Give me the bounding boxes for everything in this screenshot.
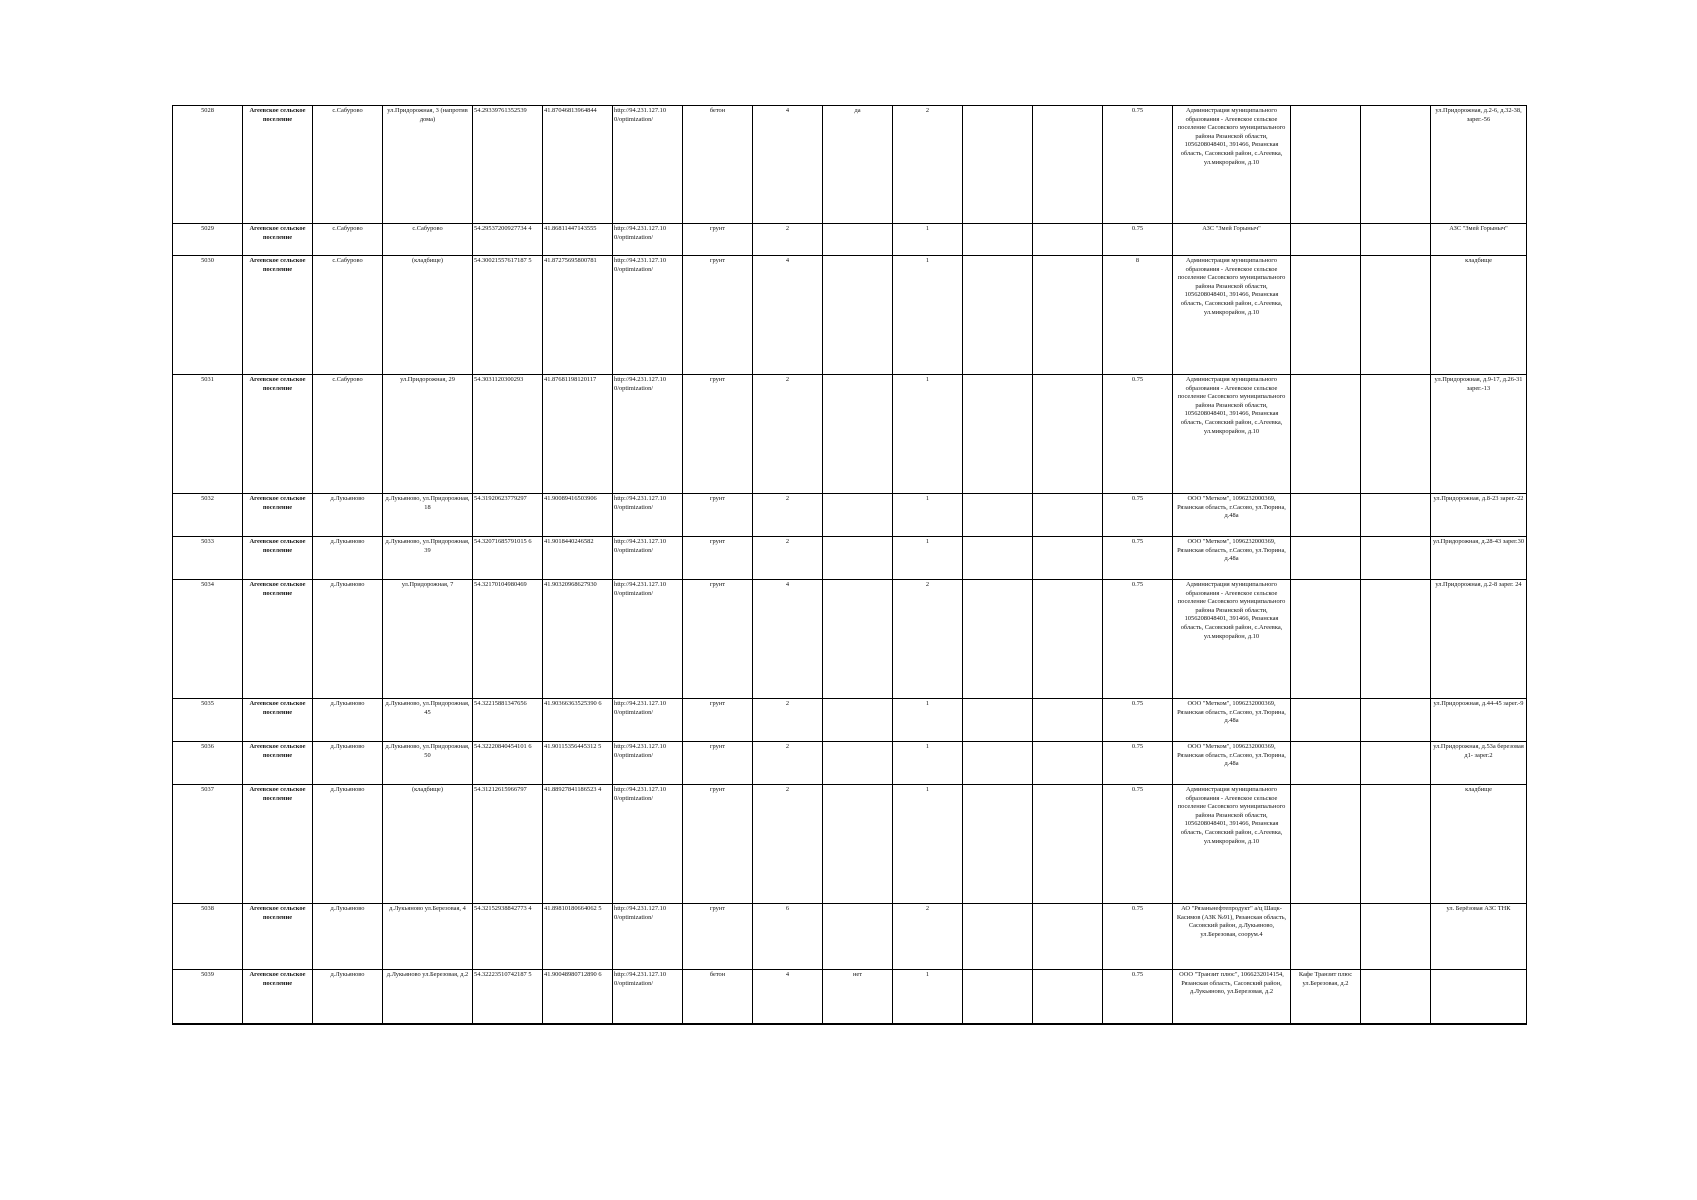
surface-cell: грунт: [683, 537, 753, 580]
fence-cell: [823, 375, 893, 494]
owner-cell: Администрация муниципального образования - Агеевское сельское поселение Сасовского муниципального района Рязанской области, 1056208048401, 391466, Рязанская область, Сасовский район, с.Агеевка, ул.микрорайон, д.10: [1173, 106, 1291, 224]
table-row: [173, 256, 1527, 375]
table-row: [173, 494, 1527, 537]
area-cell: 6: [753, 904, 823, 970]
waste-sources-cell: ул.Придорожная, д.9-17, д.26-31 зарег.-13: [1431, 375, 1527, 494]
locality-cell: д.Лукьяново: [313, 494, 383, 537]
source-object-cell: [1291, 699, 1361, 742]
longitude-cell: 41.87046813964844: [543, 106, 613, 224]
area-cell: 2: [753, 537, 823, 580]
row-number: 5033: [173, 537, 243, 580]
empty-cell: [963, 580, 1033, 699]
settlement-cell: Агеевское сельское поселение: [243, 785, 313, 904]
owner-cell: ООО "Метком", 1096232000369, Рязанская область, г.Сасово, ул.Тюрина, д.48а: [1173, 699, 1291, 742]
area-cell: 2: [753, 785, 823, 904]
address-cell: д.Лукьяново, ул.Придорожная, 45: [383, 699, 473, 742]
map-link[interactable]: http://94.231.127.10 0/optimization/: [613, 580, 683, 699]
area-cell: 2: [753, 224, 823, 256]
address-cell: с.Сабурово: [383, 224, 473, 256]
settlement-cell: Агеевское сельское поселение: [243, 699, 313, 742]
table-row: [173, 537, 1527, 580]
surface-cell: грунт: [683, 699, 753, 742]
map-link[interactable]: http://94.231.127.10 0/optimization/: [613, 970, 683, 1024]
waste-sources-cell: кладбище: [1431, 256, 1527, 375]
source-object-cell: [1291, 224, 1361, 256]
empty-cell: [1033, 970, 1103, 1024]
latitude-cell: 54.3031120300293: [473, 375, 543, 494]
table-row: [173, 580, 1527, 699]
locality-cell: д.Лукьяново: [313, 699, 383, 742]
map-link[interactable]: http://94.231.127.10 0/optimization/: [613, 904, 683, 970]
empty-cell: [1033, 904, 1103, 970]
address-cell: д.Лукьяново, ул.Придорожная, 39: [383, 537, 473, 580]
empty-cell: [963, 106, 1033, 224]
longitude-cell: 41.86811447143555: [543, 224, 613, 256]
settlement-cell: Агеевское сельское поселение: [243, 494, 313, 537]
table-row: [173, 224, 1527, 256]
latitude-cell: 54.32071685791015 6: [473, 537, 543, 580]
fence-cell: [823, 785, 893, 904]
address-cell: ул.Придорожная, 29: [383, 375, 473, 494]
latitude-cell: 54.32220840454101 6: [473, 742, 543, 785]
longitude-cell: 41.90320968627930: [543, 580, 613, 699]
table-row: [173, 970, 1527, 1024]
owner-cell: АЗС "Змей Горыныч": [1173, 224, 1291, 256]
container-count-cell: 2: [893, 904, 963, 970]
row-number: 5037: [173, 785, 243, 904]
waste-sources-cell: ул.Придорожная, д.28-43 зарег.30: [1431, 537, 1527, 580]
container-count-cell: 1: [893, 699, 963, 742]
waste-sources-cell: ул.Придорожная, д.44-45 зарег.-9: [1431, 699, 1527, 742]
empty-cell: [963, 537, 1033, 580]
source-object-cell: [1291, 742, 1361, 785]
surface-cell: грунт: [683, 494, 753, 537]
container-count-cell: 1: [893, 537, 963, 580]
surface-cell: грунт: [683, 375, 753, 494]
empty-cell: [963, 224, 1033, 256]
table-row: [173, 106, 1527, 224]
empty-cell: [1361, 580, 1431, 699]
owner-cell: Администрация муниципального образования - Агеевское сельское поселение Сасовского муниципального района Рязанской области, 1056208048401, 391466, Рязанская область, Сасовский район, с.Агеевка, ул.микрорайон, д.10: [1173, 256, 1291, 375]
table-row: [173, 375, 1527, 494]
fence-cell: [823, 537, 893, 580]
map-link[interactable]: http://94.231.127.10 0/optimization/: [613, 494, 683, 537]
empty-cell: [1033, 375, 1103, 494]
waste-sources-cell: ул. Берёзовая АЗС ТНК: [1431, 904, 1527, 970]
longitude-cell: 41.89810180664062 5: [543, 904, 613, 970]
surface-cell: грунт: [683, 904, 753, 970]
row-number: 5036: [173, 742, 243, 785]
volume-cell: 0.75: [1103, 224, 1173, 256]
map-link[interactable]: http://94.231.127.10 0/optimization/: [613, 785, 683, 904]
address-cell: (кладбище): [383, 785, 473, 904]
empty-cell: [1033, 224, 1103, 256]
locality-cell: д.Лукьяново: [313, 785, 383, 904]
volume-cell: 0.75: [1103, 970, 1173, 1024]
address-cell: ул.Придорожная, 3 (напротив дома): [383, 106, 473, 224]
row-number: 5039: [173, 970, 243, 1024]
volume-cell: 0.75: [1103, 785, 1173, 904]
empty-cell: [1033, 494, 1103, 537]
row-number: 5028: [173, 106, 243, 224]
locality-cell: с.Сабурово: [313, 256, 383, 375]
table-row: [173, 742, 1527, 785]
latitude-cell: 54.29339761352539: [473, 106, 543, 224]
owner-cell: Администрация муниципального образования - Агеевское сельское поселение Сасовского муниципального района Рязанской области, 1056208048401, 391466, Рязанская область, Сасовский район, с.Агеевка, ул.микрорайон, д.10: [1173, 375, 1291, 494]
owner-cell: АО "Рязаньнефтепродукт" а/ц Шацк-Касимов (АЗК №91), Рязанская область, Сасовский район, д.Лукьяново, ул.Березовая, соорум.4: [1173, 904, 1291, 970]
volume-cell: 0.75: [1103, 537, 1173, 580]
table-body: [173, 106, 1527, 1024]
volume-cell: 0.75: [1103, 580, 1173, 699]
empty-cell: [1361, 224, 1431, 256]
fence-cell: [823, 224, 893, 256]
area-cell: 2: [753, 742, 823, 785]
address-cell: ул.Придорожная, 7: [383, 580, 473, 699]
settlement-cell: Агеевское сельское поселение: [243, 256, 313, 375]
fence-cell: [823, 742, 893, 785]
container-count-cell: 1: [893, 494, 963, 537]
longitude-cell: 41.90115356445312 5: [543, 742, 613, 785]
source-object-cell: Кафе Транзит плюс ул.Березовая, д.2: [1291, 970, 1361, 1024]
map-link[interactable]: http://94.231.127.10 0/optimization/: [613, 375, 683, 494]
settlement-cell: Агеевское сельское поселение: [243, 106, 313, 224]
surface-cell: грунт: [683, 580, 753, 699]
latitude-cell: 54.32215881347656: [473, 699, 543, 742]
source-object-cell: [1291, 537, 1361, 580]
map-link[interactable]: http://94.231.127.10 0/optimization/: [613, 699, 683, 742]
owner-cell: ООО "Метком", 1096232000369, Рязанская область, г.Сасово, ул.Тюрина, д.48а: [1173, 537, 1291, 580]
map-link[interactable]: http://94.231.127.10 0/optimization/: [613, 256, 683, 375]
fence-cell: [823, 256, 893, 375]
address-cell: д.Лукьяново ул.Березовая, д.2: [383, 970, 473, 1024]
row-number: 5034: [173, 580, 243, 699]
area-cell: 2: [753, 494, 823, 537]
row-number: 5032: [173, 494, 243, 537]
fence-cell: [823, 699, 893, 742]
settlement-cell: Агеевское сельское поселение: [243, 580, 313, 699]
latitude-cell: 54.32152938842773 4: [473, 904, 543, 970]
latitude-cell: 54.32170104980469: [473, 580, 543, 699]
surface-cell: бетон: [683, 970, 753, 1024]
empty-cell: [1361, 375, 1431, 494]
surface-cell: бетон: [683, 106, 753, 224]
fence-cell: да: [823, 106, 893, 224]
empty-cell: [1361, 106, 1431, 224]
latitude-cell: 54.31920623779297: [473, 494, 543, 537]
longitude-cell: 41.90366363525390 6: [543, 699, 613, 742]
surface-cell: грунт: [683, 742, 753, 785]
locality-cell: с.Сабурово: [313, 375, 383, 494]
empty-cell: [1361, 742, 1431, 785]
locality-cell: д.Лукьяново: [313, 580, 383, 699]
surface-cell: грунт: [683, 785, 753, 904]
longitude-cell: 41.87275695800781: [543, 256, 613, 375]
source-object-cell: [1291, 106, 1361, 224]
row-number: 5035: [173, 699, 243, 742]
volume-cell: 0.75: [1103, 106, 1173, 224]
empty-cell: [1361, 537, 1431, 580]
area-cell: 4: [753, 970, 823, 1024]
waste-sources-cell: ул.Придорожная, д.2-6, д.32-38, зарег.-56: [1431, 106, 1527, 224]
area-cell: 2: [753, 375, 823, 494]
empty-cell: [963, 785, 1033, 904]
empty-cell: [1361, 785, 1431, 904]
owner-cell: ООО "Метком", 1096232000369, Рязанская область, г.Сасово, ул.Тюрина, д.48а: [1173, 494, 1291, 537]
locality-cell: д.Лукьяново: [313, 970, 383, 1024]
container-count-cell: 1: [893, 256, 963, 375]
latitude-cell: 54.32223510742187 5: [473, 970, 543, 1024]
volume-cell: 0.75: [1103, 742, 1173, 785]
settlement-cell: Агеевское сельское поселение: [243, 904, 313, 970]
empty-cell: [963, 375, 1033, 494]
empty-cell: [1033, 742, 1103, 785]
empty-cell: [1033, 699, 1103, 742]
empty-cell: [963, 904, 1033, 970]
volume-cell: 0.75: [1103, 375, 1173, 494]
empty-cell: [1033, 106, 1103, 224]
longitude-cell: 41.90089416503906: [543, 494, 613, 537]
owner-cell: Администрация муниципального образования - Агеевское сельское поселение Сасовского муниципального района Рязанской области, 1056208048401, 391466, Рязанская область, Сасовский район, с.Агеевка, ул.микрорайон, д.10: [1173, 580, 1291, 699]
source-object-cell: [1291, 256, 1361, 375]
container-count-cell: 1: [893, 742, 963, 785]
address-cell: (кладбище): [383, 256, 473, 375]
latitude-cell: 54.29537200927734 4: [473, 224, 543, 256]
empty-cell: [963, 256, 1033, 375]
waste-sites-table: [172, 105, 1527, 1025]
owner-cell: Администрация муниципального образования - Агеевское сельское поселение Сасовского муниципального района Рязанской области, 1056208048401, 391466, Рязанская область, Сасовский район, с.Агеевка, ул.микрорайон, д.10: [1173, 785, 1291, 904]
waste-sources-cell: [1431, 970, 1527, 1024]
longitude-cell: 41.88927841186523 4: [543, 785, 613, 904]
container-count-cell: 1: [893, 785, 963, 904]
empty-cell: [963, 970, 1033, 1024]
table-row: [173, 785, 1527, 904]
row-number: 5029: [173, 224, 243, 256]
empty-cell: [1361, 970, 1431, 1024]
empty-cell: [1033, 580, 1103, 699]
row-number: 5031: [173, 375, 243, 494]
fence-cell: [823, 904, 893, 970]
fence-cell: [823, 580, 893, 699]
area-cell: 4: [753, 580, 823, 699]
source-object-cell: [1291, 375, 1361, 494]
map-link[interactable]: http://94.231.127.10 0/optimization/: [613, 742, 683, 785]
source-object-cell: [1291, 904, 1361, 970]
area-cell: 4: [753, 256, 823, 375]
volume-cell: 0.75: [1103, 904, 1173, 970]
longitude-cell: 41.90048980712890 6: [543, 970, 613, 1024]
settlement-cell: Агеевское сельское поселение: [243, 224, 313, 256]
table-row: [173, 904, 1527, 970]
waste-sources-cell: ул.Придорожная, д.2-8 зарег. 24: [1431, 580, 1527, 699]
locality-cell: с.Сабурово: [313, 106, 383, 224]
fence-cell: [823, 494, 893, 537]
locality-cell: д.Лукьяново: [313, 537, 383, 580]
address-cell: д.Лукьяново, ул.Придорожная, 50: [383, 742, 473, 785]
source-object-cell: [1291, 494, 1361, 537]
volume-cell: 0.75: [1103, 494, 1173, 537]
settlement-cell: Агеевское сельское поселение: [243, 375, 313, 494]
empty-cell: [963, 699, 1033, 742]
locality-cell: с.Сабурово: [313, 224, 383, 256]
address-cell: д.Лукьяново, ул.Придорожная, 18: [383, 494, 473, 537]
empty-cell: [963, 742, 1033, 785]
empty-cell: [963, 494, 1033, 537]
volume-cell: 0.75: [1103, 699, 1173, 742]
empty-cell: [1361, 494, 1431, 537]
empty-cell: [1361, 256, 1431, 375]
longitude-cell: 41.9018440246582: [543, 537, 613, 580]
table-row: [173, 699, 1527, 742]
map-link[interactable]: http://94.231.127.10 0/optimization/: [613, 537, 683, 580]
map-link[interactable]: http://94.231.127.10 0/optimization/: [613, 224, 683, 256]
latitude-cell: 54.30021557617187 5: [473, 256, 543, 375]
area-cell: 2: [753, 699, 823, 742]
empty-cell: [1361, 699, 1431, 742]
locality-cell: д.Лукьяново: [313, 904, 383, 970]
empty-cell: [1033, 256, 1103, 375]
container-count-cell: 1: [893, 375, 963, 494]
container-count-cell: 2: [893, 580, 963, 699]
settlement-cell: Агеевское сельское поселение: [243, 742, 313, 785]
address-cell: д.Лукьяново ул.Березовая, 4: [383, 904, 473, 970]
longitude-cell: 41.87681198120117: [543, 375, 613, 494]
waste-sources-cell: АЗС "Змей Горыныч": [1431, 224, 1527, 256]
owner-cell: ООО "Транзит плюс", 1066232014154, Рязанская область, Сасовский район, д.Лукьяново, ул.Березовая, д.2: [1173, 970, 1291, 1024]
waste-sources-cell: ул.Придорожная, д.53а березовая д1- зарег.2: [1431, 742, 1527, 785]
surface-cell: грунт: [683, 224, 753, 256]
settlement-cell: Агеевское сельское поселение: [243, 537, 313, 580]
waste-sources-cell: ул.Придорожная, д.8-23 зарег.-22: [1431, 494, 1527, 537]
map-link[interactable]: http://94.231.127.10 0/optimization/: [613, 106, 683, 224]
owner-cell: ООО "Метком", 1096232000369, Рязанская область, г.Сасово, ул.Тюрина, д.48а: [1173, 742, 1291, 785]
settlement-cell: Агеевское сельское поселение: [243, 970, 313, 1024]
empty-cell: [1361, 904, 1431, 970]
container-count-cell: 2: [893, 106, 963, 224]
empty-cell: [1033, 785, 1103, 904]
waste-sources-cell: кладбище: [1431, 785, 1527, 904]
container-count-cell: 1: [893, 970, 963, 1024]
source-object-cell: [1291, 580, 1361, 699]
container-count-cell: 1: [893, 224, 963, 256]
fence-cell: нет: [823, 970, 893, 1024]
empty-cell: [1033, 537, 1103, 580]
locality-cell: д.Лукьяново: [313, 742, 383, 785]
surface-cell: грунт: [683, 256, 753, 375]
row-number: 5030: [173, 256, 243, 375]
area-cell: 4: [753, 106, 823, 224]
latitude-cell: 54.31212615966797: [473, 785, 543, 904]
volume-cell: 8: [1103, 256, 1173, 375]
row-number: 5038: [173, 904, 243, 970]
source-object-cell: [1291, 785, 1361, 904]
